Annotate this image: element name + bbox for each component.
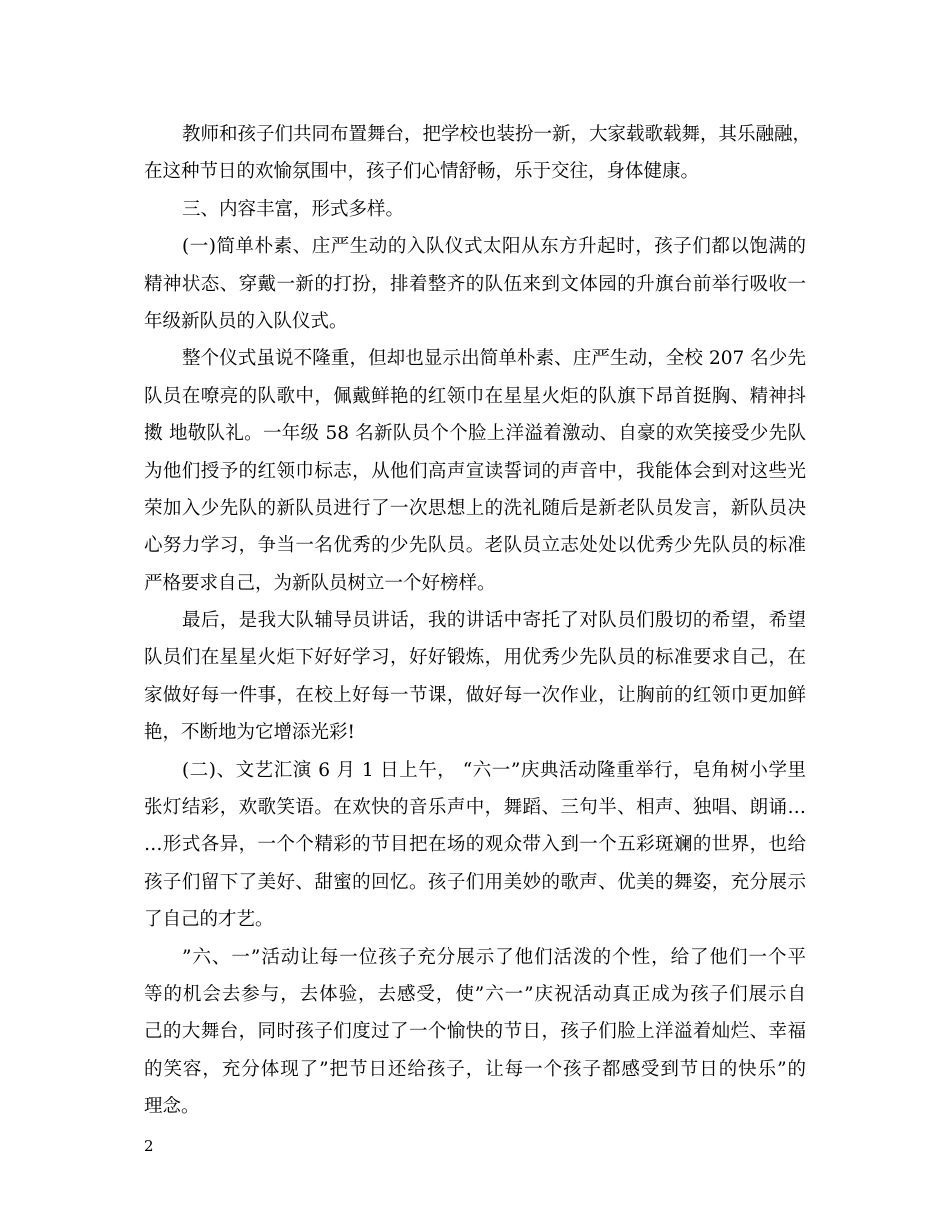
text-line: 最后，是我大队辅导员讲话，我的讲话中寄托了对队员们殷切的希望，希望 <box>182 610 806 632</box>
text-line: 了自己的才艺。 <box>144 909 274 931</box>
text-line: 严格要求自己，为新队员树立一个好榜样。 <box>144 572 496 594</box>
text-line: 为他们授予的红领巾标志，从他们高声宣读誓词的声音中，我能体会到对这些光 <box>144 460 806 482</box>
text-line: ”六、一”活动让每一位孩子充分展示了他们活泼的个性，给了他们一个平 <box>182 946 806 968</box>
text-line: 理念。 <box>144 1096 200 1118</box>
text-line: 年级新队员的入队仪式。 <box>144 310 348 332</box>
text-line: 整个仪式虽说不隆重，但却也显示出简单朴素、庄严生动，全校 207 名少先 <box>182 348 806 370</box>
text-line: (二)、文艺汇演 6 月 1 日上午， “六一”庆典活动隆重举行，皂角树小学里 <box>182 759 806 781</box>
text-line: 己的大舞台，同时孩子们度过了一个愉快的节日，孩子们脸上洋溢着灿烂、幸福 <box>144 1021 806 1043</box>
text-line: 队员们在星星火炬下好好学习，好好锻炼，用优秀少先队员的标准要求自己，在 <box>144 647 806 669</box>
text-line: 教师和孩子们共同布置舞台，把学校也装扮一新，大家载歌载舞，其乐融融， <box>182 124 812 145</box>
text-line: (一)简单朴素、庄严生动的入队仪式太阳从东方升起时，孩子们都以饱满的 <box>182 236 806 258</box>
text-line: 擞 地敬队礼。一年级 58 名新队员个个脸上洋溢着激动、自豪的欢笑接受少先队 <box>144 423 806 445</box>
text-line: 艳，不断地为它增添光彩! <box>144 722 355 744</box>
section-heading: 三、内容丰富，形式多样。 <box>182 198 405 220</box>
text-line: 的笑容，充分体现了”把节日还给孩子，让每一个孩子都感受到节日的快乐”的 <box>144 1058 806 1080</box>
text-line: 荣加入少先队的新队员进行了一次思想上的洗礼随后是新老队员发言，新队员决 <box>144 497 806 519</box>
text-line: 队员在嘹亮的队歌中，佩戴鲜艳的红领巾在星星火炬的队旗下昂首挺胸、精神抖 <box>144 385 806 407</box>
text-line: …形式各异，一个个精彩的节目把在场的观众带入到一个五彩斑斓的世界，也给 <box>144 834 806 856</box>
text-line: 张灯结彩，欢歌笑语。在欢快的音乐声中，舞蹈、三句半、相声、独唱、朗诵… <box>144 797 806 819</box>
body-text <box>144 116 812 1126</box>
text-line: 精神状态、穿戴一新的打扮，排着整齐的队伍来到文体园的升旗台前举行吸收一 <box>144 273 806 295</box>
text-line: 在这种节日的欢愉氛围中，孩子们心情舒畅，乐于交往，身体健康。 <box>144 161 700 183</box>
page-number: 2 <box>144 1137 154 1155</box>
text-line: 等的机会去参与，去体验，去感受，使”六一”庆祝活动真正成为孩子们展示自 <box>144 983 806 1005</box>
text-line: 心努力学习，争当一名优秀的少先队员。老队员立志处处以优秀少先队员的标准 <box>144 535 806 557</box>
text-line: 孩子们留下了美好、甜蜜的回忆。孩子们用美妙的歌声、优美的舞姿，充分展示 <box>144 871 806 893</box>
text-line: 家做好每一件事，在校上好每一节课，做好每一次作业，让胸前的红领巾更加鲜 <box>144 684 806 706</box>
